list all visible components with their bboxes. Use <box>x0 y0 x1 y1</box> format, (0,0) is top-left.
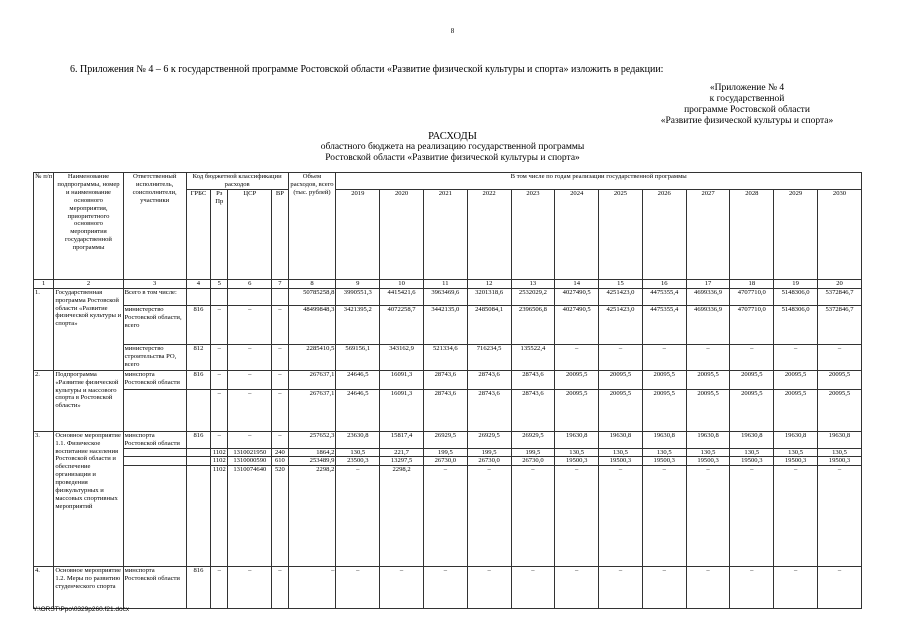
file-path-footer: Y:\ORST\Ppo\0329p260.f21.docx <box>33 606 130 613</box>
row-year-value: 19500,3 <box>686 457 730 466</box>
row-year-value: 20095,5 <box>686 370 730 389</box>
row-grbs <box>186 457 210 466</box>
row-name: Подпрограмма «Развитие физической культуры и массового спорта в Ростовской области» <box>54 370 123 431</box>
col-header-year: 2029 <box>774 189 818 279</box>
row-rzpr: 1102 <box>211 466 228 567</box>
col-header-responsible: Ответственный исполнитель, соисполнители, участники <box>123 173 186 280</box>
row-year-value: – <box>817 466 861 567</box>
col-number: 8 <box>288 279 336 288</box>
col-number: 15 <box>599 279 643 288</box>
row-year-value: 20095,5 <box>817 389 861 431</box>
row-year-value: 221,7 <box>380 448 424 457</box>
row-year-value: – <box>774 466 818 567</box>
table-row <box>34 448 862 457</box>
row-year-value: 4027490,5 <box>555 288 599 305</box>
row-vr: – <box>272 389 288 431</box>
row-year-value: 20095,5 <box>686 389 730 431</box>
row-year-value: 2532029,2 <box>511 288 555 305</box>
document-title <box>0 131 905 164</box>
row-vr: 520 <box>272 466 288 567</box>
row-year-value: 130,5 <box>555 448 599 457</box>
row-year-value: – <box>423 466 467 567</box>
row-year-value: – <box>380 567 424 609</box>
row-year-value: 26929,5 <box>511 431 555 448</box>
row-grbs: 816 <box>186 567 210 609</box>
row-year-value: 20095,5 <box>774 389 818 431</box>
row-grbs: 816 <box>186 431 210 448</box>
row-rzpr <box>211 288 228 305</box>
row-name: Государственная программа Ростовской области «Развитие физической культуры и спорта» <box>54 288 123 370</box>
expenses-table <box>33 172 862 609</box>
row-year-value: – <box>686 344 730 370</box>
row-responsible: Всего в том числе: <box>123 288 186 305</box>
row-year-value: 23500,3 <box>336 457 380 466</box>
row-year-value: 19630,8 <box>642 431 686 448</box>
row-year-value: 19630,8 <box>686 431 730 448</box>
row-csr: – <box>228 431 272 448</box>
row-rzpr: 1102 <box>211 448 228 457</box>
row-year-value: 23630,8 <box>336 431 380 448</box>
col-number: 19 <box>774 279 818 288</box>
row-name: Основное мероприятие 1.2. Меры по развитию студенческого спорта <box>54 567 123 609</box>
title-line: Ростовской области «Развитие физической культуры и спорта» <box>325 153 580 163</box>
row-year-value: 26730,0 <box>467 457 511 466</box>
row-year-value: – <box>817 567 861 609</box>
row-year-value: 199,5 <box>423 448 467 457</box>
page-number: 8 <box>450 27 455 35</box>
row-year-value: – <box>642 466 686 567</box>
row-year-value: 28743,6 <box>511 389 555 431</box>
row-csr: 1310021950 <box>228 448 272 457</box>
row-year-value: 26929,5 <box>467 431 511 448</box>
row-rzpr: – <box>211 389 228 431</box>
row-year-value: 130,5 <box>774 448 818 457</box>
col-number: 5 <box>211 279 228 288</box>
row-year-value: 16091,3 <box>380 389 424 431</box>
row-total: 48499848,3 <box>288 305 336 344</box>
col-header-name: Наименование подпрограммы, номер и наименование основного мероприятия, приоритетного основного мероприятия государственной программы <box>54 173 123 280</box>
table-row <box>34 431 862 448</box>
appendix-header <box>642 83 852 127</box>
column-number-row <box>34 279 862 288</box>
appendix-line: программе Ростовской области <box>684 105 810 115</box>
row-year-value: 19500,3 <box>817 457 861 466</box>
row-year-value: 26730,0 <box>511 457 555 466</box>
row-year-value: 135522,4 <box>511 344 555 370</box>
table-row <box>34 567 862 609</box>
row-rzpr: 1102 <box>211 457 228 466</box>
row-year-value: – <box>511 567 555 609</box>
row-year-value: – <box>423 567 467 609</box>
row-csr <box>228 288 272 305</box>
row-year-value: 5148306,0 <box>774 288 818 305</box>
row-year-value: 199,5 <box>511 448 555 457</box>
col-number: 13 <box>511 279 555 288</box>
col-number: 20 <box>817 279 861 288</box>
row-year-value: – <box>730 344 774 370</box>
col-header-year: 2028 <box>730 189 774 279</box>
row-year-value: – <box>599 466 643 567</box>
col-number: 10 <box>380 279 424 288</box>
row-vr: – <box>272 344 288 370</box>
row-year-value: – <box>686 567 730 609</box>
col-header-year: 2027 <box>686 189 730 279</box>
title-main: РАСХОДЫ <box>428 131 477 142</box>
col-header-years-group: В том числе по годам реализации государственной программы <box>336 173 862 190</box>
row-year-value: 26730,0 <box>423 457 467 466</box>
col-header-year: 2023 <box>511 189 555 279</box>
row-year-value: 28743,6 <box>467 389 511 431</box>
row-rzpr: – <box>211 305 228 344</box>
row-year-value: 4707710,0 <box>730 305 774 344</box>
col-header-year: 2025 <box>599 189 643 279</box>
col-header-year: 2022 <box>467 189 511 279</box>
row-number: 4. <box>34 567 54 609</box>
row-year-value: 4251423,0 <box>599 288 643 305</box>
row-year-value: – <box>555 567 599 609</box>
row-responsible <box>123 389 186 431</box>
row-year-value: – <box>774 567 818 609</box>
col-number: 4 <box>186 279 210 288</box>
row-year-value: – <box>555 466 599 567</box>
row-year-value: 19630,8 <box>599 431 643 448</box>
col-header-vr: ВР <box>272 189 288 279</box>
row-year-value: 20095,5 <box>774 370 818 389</box>
row-year-value: – <box>686 466 730 567</box>
row-year-value: 130,5 <box>599 448 643 457</box>
row-total: 1864,2 <box>288 448 336 457</box>
row-year-value: 28743,6 <box>511 370 555 389</box>
col-number: 16 <box>642 279 686 288</box>
row-year-value: 20095,5 <box>555 389 599 431</box>
row-year-value: 4699336,9 <box>686 288 730 305</box>
intro-paragraph: 6. Приложения № 4 – 6 к государственной программе Ростовской области «Развитие физической культуры и спорта» изложить в редакции: <box>70 64 664 75</box>
row-vr: – <box>272 305 288 344</box>
row-total: 2285410,5 <box>288 344 336 370</box>
row-year-value: – <box>642 567 686 609</box>
row-year-value: 343162,9 <box>380 344 424 370</box>
row-year-value: 5372846,7 <box>817 305 861 344</box>
row-grbs <box>186 288 210 305</box>
row-year-value: – <box>599 567 643 609</box>
row-grbs <box>186 466 210 567</box>
row-year-value: 4475355,4 <box>642 288 686 305</box>
row-year-value: – <box>336 466 380 567</box>
row-csr: – <box>228 305 272 344</box>
table-row <box>34 389 862 431</box>
row-rzpr: – <box>211 344 228 370</box>
row-year-value: – <box>467 567 511 609</box>
col-number: 7 <box>272 279 288 288</box>
col-header-year: 2020 <box>380 189 424 279</box>
row-total: 50785258,8 <box>288 288 336 305</box>
row-grbs <box>186 389 210 431</box>
row-csr: – <box>228 344 272 370</box>
row-name: Основное мероприятие 1.1. Физическое воспитание населения Ростовской области и обеспечение организации и проведения физкультурных и массовых спортивных мероприятий <box>54 431 123 567</box>
row-csr: – <box>228 389 272 431</box>
row-grbs: 816 <box>186 370 210 389</box>
row-year-value: 199,5 <box>467 448 511 457</box>
row-csr: – <box>228 370 272 389</box>
row-grbs <box>186 448 210 457</box>
col-header-year: 2021 <box>423 189 467 279</box>
row-year-value: 24646,5 <box>336 370 380 389</box>
row-year-value: 3990551,3 <box>336 288 380 305</box>
row-number: 3. <box>34 431 54 567</box>
table-row <box>34 466 862 567</box>
row-year-value: 5372846,7 <box>817 288 861 305</box>
row-year-value: 2485084,1 <box>467 305 511 344</box>
row-year-value: 3421395,2 <box>336 305 380 344</box>
table-row <box>34 370 862 389</box>
row-csr: – <box>228 567 272 609</box>
row-year-value: 19500,3 <box>555 457 599 466</box>
row-total: 257652,3 <box>288 431 336 448</box>
row-year-value: 5148306,0 <box>774 305 818 344</box>
row-year-value: 130,5 <box>336 448 380 457</box>
row-year-value: 20095,5 <box>555 370 599 389</box>
row-grbs: 816 <box>186 305 210 344</box>
row-year-value: 3442135,0 <box>423 305 467 344</box>
col-header-code-group: Код бюджетной классификации расходов <box>186 173 288 190</box>
col-header-year: 2026 <box>642 189 686 279</box>
row-year-value: 19500,3 <box>774 457 818 466</box>
col-number: 18 <box>730 279 774 288</box>
row-year-value: 3963469,6 <box>423 288 467 305</box>
row-vr: – <box>272 370 288 389</box>
row-rzpr: – <box>211 431 228 448</box>
row-year-value: – <box>730 567 774 609</box>
col-number: 11 <box>423 279 467 288</box>
row-total: – <box>288 567 336 609</box>
row-responsible <box>123 457 186 466</box>
row-year-value: – <box>599 344 643 370</box>
row-year-value: 20095,5 <box>599 370 643 389</box>
row-rzpr: – <box>211 567 228 609</box>
row-total: 267637,1 <box>288 389 336 431</box>
row-vr: 240 <box>272 448 288 457</box>
row-year-value: 20095,5 <box>817 370 861 389</box>
row-grbs: 812 <box>186 344 210 370</box>
table-row <box>34 344 862 370</box>
row-rzpr: – <box>211 370 228 389</box>
row-year-value: – <box>336 567 380 609</box>
row-year-value: 13297,5 <box>380 457 424 466</box>
row-year-value: 19500,3 <box>730 457 774 466</box>
row-csr: 1310074640 <box>228 466 272 567</box>
row-year-value: 130,5 <box>686 448 730 457</box>
col-number: 9 <box>336 279 380 288</box>
row-number: 1. <box>34 288 54 370</box>
row-total: 2298,2 <box>288 466 336 567</box>
row-year-value: 19630,8 <box>730 431 774 448</box>
col-header-csr: ЦСР <box>228 189 272 279</box>
row-year-value: – <box>511 466 555 567</box>
col-header-year: 2030 <box>817 189 861 279</box>
row-year-value: 130,5 <box>817 448 861 457</box>
row-vr: – <box>272 431 288 448</box>
row-year-value: 4707710,0 <box>730 288 774 305</box>
row-total: 267637,1 <box>288 370 336 389</box>
appendix-line: «Развитие физической культуры и спорта» <box>660 116 834 126</box>
row-year-value: – <box>774 344 818 370</box>
row-year-value: 4475355,4 <box>642 305 686 344</box>
row-year-value: 26929,5 <box>423 431 467 448</box>
row-year-value: 3201318,6 <box>467 288 511 305</box>
row-year-value: 19630,8 <box>774 431 818 448</box>
col-header-year: 2024 <box>555 189 599 279</box>
row-year-value: – <box>642 344 686 370</box>
row-year-value: 130,5 <box>642 448 686 457</box>
row-year-value: 4251423,0 <box>599 305 643 344</box>
col-number: 12 <box>467 279 511 288</box>
col-number: 17 <box>686 279 730 288</box>
title-line: областного бюджета на реализацию государственной программы <box>320 142 585 152</box>
row-year-value: 521334,6 <box>423 344 467 370</box>
table-row <box>34 457 862 466</box>
row-year-value: – <box>730 466 774 567</box>
row-year-value: 20095,5 <box>730 389 774 431</box>
row-responsible: министерство строительства РО, всего <box>123 344 186 370</box>
row-year-value: 4415421,6 <box>380 288 424 305</box>
row-year-value: 4027490,5 <box>555 305 599 344</box>
row-year-value: – <box>467 466 511 567</box>
col-header-year: 2019 <box>336 189 380 279</box>
row-vr: – <box>272 567 288 609</box>
appendix-line: «Приложение № 4 <box>709 83 785 93</box>
table-row <box>34 288 862 305</box>
col-number: 14 <box>555 279 599 288</box>
row-year-value: 28743,6 <box>423 370 467 389</box>
row-year-value: 19500,3 <box>642 457 686 466</box>
appendix-line: к государственной <box>709 94 785 104</box>
col-header-rzpr: Рз Пр <box>211 189 228 279</box>
row-year-value: 28743,6 <box>423 389 467 431</box>
table-row <box>34 305 862 344</box>
row-year-value: 130,5 <box>730 448 774 457</box>
row-year-value: 4072258,7 <box>380 305 424 344</box>
row-year-value: 4699336,9 <box>686 305 730 344</box>
row-responsible: минспорта Ростовской области <box>123 567 186 609</box>
table-body <box>34 288 862 609</box>
row-year-value: 19630,8 <box>555 431 599 448</box>
row-year-value: – <box>817 344 861 370</box>
row-year-value: 20095,5 <box>642 370 686 389</box>
row-year-value: 19500,3 <box>599 457 643 466</box>
row-responsible: минспорта Ростовской области <box>123 431 186 448</box>
row-number: 2. <box>34 370 54 431</box>
row-year-value: 24646,5 <box>336 389 380 431</box>
row-vr: 610 <box>272 457 288 466</box>
row-year-value: 569156,1 <box>336 344 380 370</box>
row-year-value: 2298,2 <box>380 466 424 567</box>
col-number: 3 <box>123 279 186 288</box>
row-vr <box>272 288 288 305</box>
row-year-value: 2396506,8 <box>511 305 555 344</box>
row-year-value: 19630,8 <box>817 431 861 448</box>
col-header-grbs: ГРБС <box>186 189 210 279</box>
row-year-value: 16091,3 <box>380 370 424 389</box>
row-year-value: – <box>555 344 599 370</box>
row-year-value: 28743,6 <box>467 370 511 389</box>
row-responsible <box>123 448 186 457</box>
col-number: 1 <box>34 279 54 288</box>
col-header-num: № п/п <box>34 173 54 280</box>
col-header-total: Объем расходов, всего (тыс. рублей) <box>288 173 336 280</box>
row-csr: 1310000590 <box>228 457 272 466</box>
col-number: 2 <box>54 279 123 288</box>
col-number: 6 <box>228 279 272 288</box>
row-responsible <box>123 466 186 567</box>
row-year-value: 20095,5 <box>599 389 643 431</box>
row-responsible: министерство Ростовской области, всего <box>123 305 186 344</box>
row-total: 253489,9 <box>288 457 336 466</box>
row-responsible: минспорта Ростовской области <box>123 370 186 389</box>
row-year-value: 20095,5 <box>730 370 774 389</box>
row-year-value: 716234,5 <box>467 344 511 370</box>
row-year-value: 20095,5 <box>642 389 686 431</box>
row-year-value: 15817,4 <box>380 431 424 448</box>
